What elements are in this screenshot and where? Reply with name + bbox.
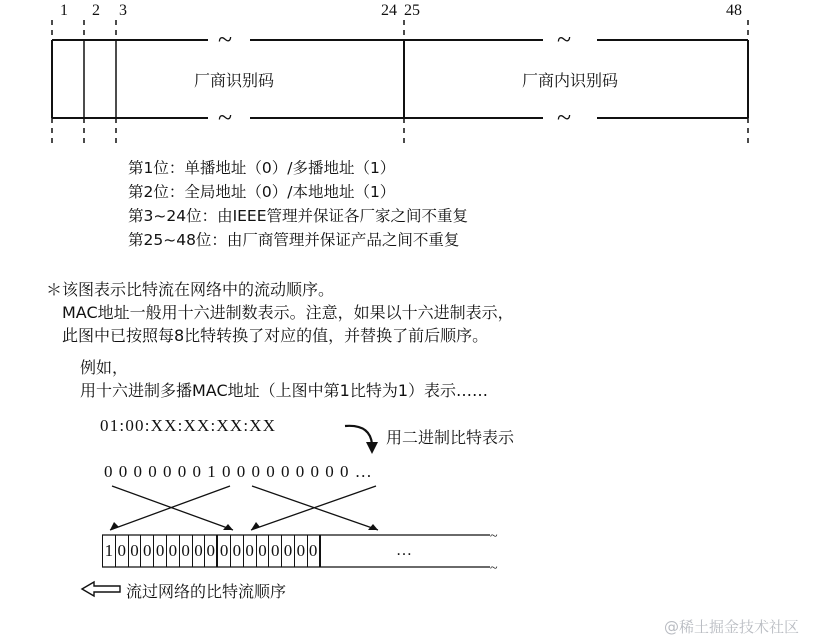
legend-line-4: 第25~48位：由厂商管理并保证产品之间不重复 [128,231,460,249]
bit-cell: 0 [218,535,231,567]
bit-cell: 0 [116,535,129,567]
field-vendor-id: 厂商识别码 [194,71,275,90]
bit-cell: 0 [282,535,295,567]
svg-text:~: ~ [490,529,498,544]
bit-cell: 0 [295,535,308,567]
bit-number-48: 48 [726,2,742,19]
bit-cell: 0 [180,535,193,567]
bit-number-25: 25 [404,2,420,19]
legend-line-1: 第1位：单播地址（0）/多播地址（1） [128,159,396,177]
bit-cell: 0 [308,535,321,567]
flow-arrow-icon [82,582,120,596]
flow-label: 流过网络的比特流顺序 [126,582,287,601]
bit-cell: 0 [193,535,206,567]
break-tilde-top-left: ~ [218,25,233,54]
field-vendor-internal-id: 厂商内识别码 [522,71,619,90]
bit-cell: 0 [269,535,282,567]
example-hex-address: 01:00:XX:XX:XX:XX [100,416,277,435]
break-tilde-top-right: ~ [557,25,572,54]
byte-swap-arrows [110,486,378,530]
break-tilde-bottom-right: ~ [557,103,572,132]
legend-line-3: 第3~24位：由IEEE管理并保证各厂家之间不重复 [128,207,469,225]
bit-cell: 0 [141,535,154,567]
curved-arrow-icon [345,426,378,454]
bit-cell: 0 [244,535,257,567]
bit-cell: 0 [231,535,244,567]
binary-row: 0 0 0 0 0 0 0 1 0 0 0 0 0 0 0 0 0 … [104,462,373,481]
note-line-3: 此图中已按照每8比特转换了对应的值，并替换了前后顺序。 [62,326,489,345]
svg-text:~: ~ [490,561,498,576]
bit-cell: 0 [167,535,180,567]
break-tilde-bottom-left: ~ [218,103,233,132]
legend-line-2: 第2位：全局地址（0）/本地地址（1） [128,183,396,201]
note-line-1: ＊该图表示比特流在网络中的流动顺序。 [46,280,335,299]
bit-cell: 0 [257,535,270,567]
binary-label: 用二进制比特表示 [386,428,515,447]
cells-ellipsis: … [396,542,412,559]
bit-cell: 0 [129,535,142,567]
bit-cells [102,535,321,567]
example-intro: 例如， [80,358,129,377]
bit-cell: 1 [103,535,116,567]
bit-number-3: 3 [119,2,127,19]
bit-number-24: 24 [381,2,397,19]
note-line-2: MAC地址一般用十六进制数表示。注意，如果以十六进制表示， [62,303,514,322]
bit-number-1: 1 [60,2,68,19]
bit-cell: 0 [154,535,167,567]
watermark: @稀土掘金技术社区 [664,618,800,636]
example-desc: 用十六进制多播MAC地址（上图中第1比特为1）表示…… [80,381,489,400]
bit-number-2: 2 [92,2,100,19]
bit-cell: 0 [205,535,218,567]
